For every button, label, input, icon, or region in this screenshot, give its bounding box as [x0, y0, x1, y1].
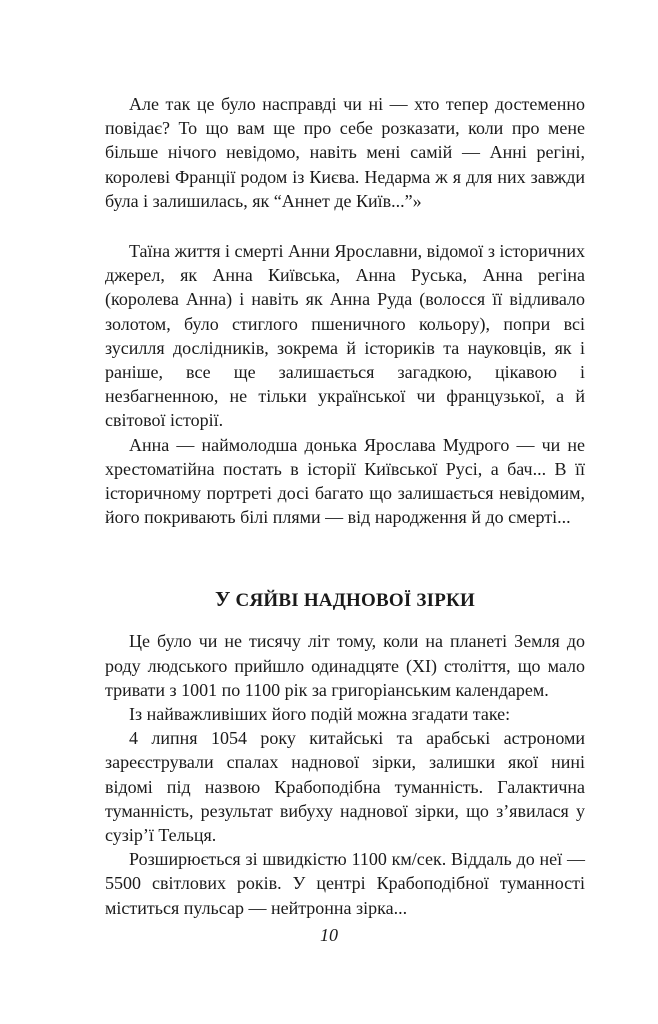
paragraph-nebula: Розширюється зі швидкістю 1100 км/сек. Віддаль до неї — 5500 світлових років. У центрі Крабоподібної туманності міститься пульсар — нейтронна зірка... [105, 849, 585, 918]
paragraph-intro: Але так це було насправді чи ні — хто тепер достеменно повідає? То що вам ще про себе розказати, коли про мене більше нічого невідомо, навіть мені самій — Анні регіні, королеві Франції родом із Києва. Недарма ж я для них завжди була і залишилась, як “Аннет де Київ...”» [105, 94, 585, 211]
paragraph-anna: Анна — наймолодша донька Ярослава Мудрого — чи не хрестоматійна постать в історії Київської Русі, а бач... В її історичному портреті досі багато що залишається невідомим, його покривають білі плями — від народження й до смерті... [105, 434, 585, 528]
paragraph-supernova: 4 липня 1054 року китайські та арабські астрономи зареєстрували спалах наднової зірки, залишки якої нині відомі під назвою Крабоподібна туманність. Галактична туманність, результат вибуху наднової зірки, що з’явилася у сузір’ї Тельця. [105, 728, 585, 846]
page-number: 10 [320, 925, 338, 945]
paragraph-century: Це було чи не тисячу літ тому, коли на планеті Земля до роду людського прийшло одинадцяте (XI) століття, що мало тривати з 1001 по 1100 рік за григоріанським календарем. [105, 631, 585, 700]
paragraph-gap [105, 213, 585, 237]
paragraph-mystery: Таїна життя і смерті Анни Ярославни, відомої з історичних джерел, як Анна Київська, Анна Руська, Анна регіна (королева Анна) і навіть як Анна Руда (волосся її відливало золотом, було стиглого пшеничного кольору), попри всі зусилля дослідників, зокрема й істориків та науковців, як і раніше, все ще залишається загадкою, цікавою і незбагненною, не тільки української чи французької, а й світової історії. [105, 241, 585, 431]
section-title [105, 587, 585, 613]
section-title-text: У СЯЙВІ НАДНОВОЇ ЗІРКИ [214, 587, 476, 612]
paragraph-events-intro: Із найважливіших його подій можна згадати таке: [129, 704, 511, 725]
book-page [105, 92, 585, 920]
